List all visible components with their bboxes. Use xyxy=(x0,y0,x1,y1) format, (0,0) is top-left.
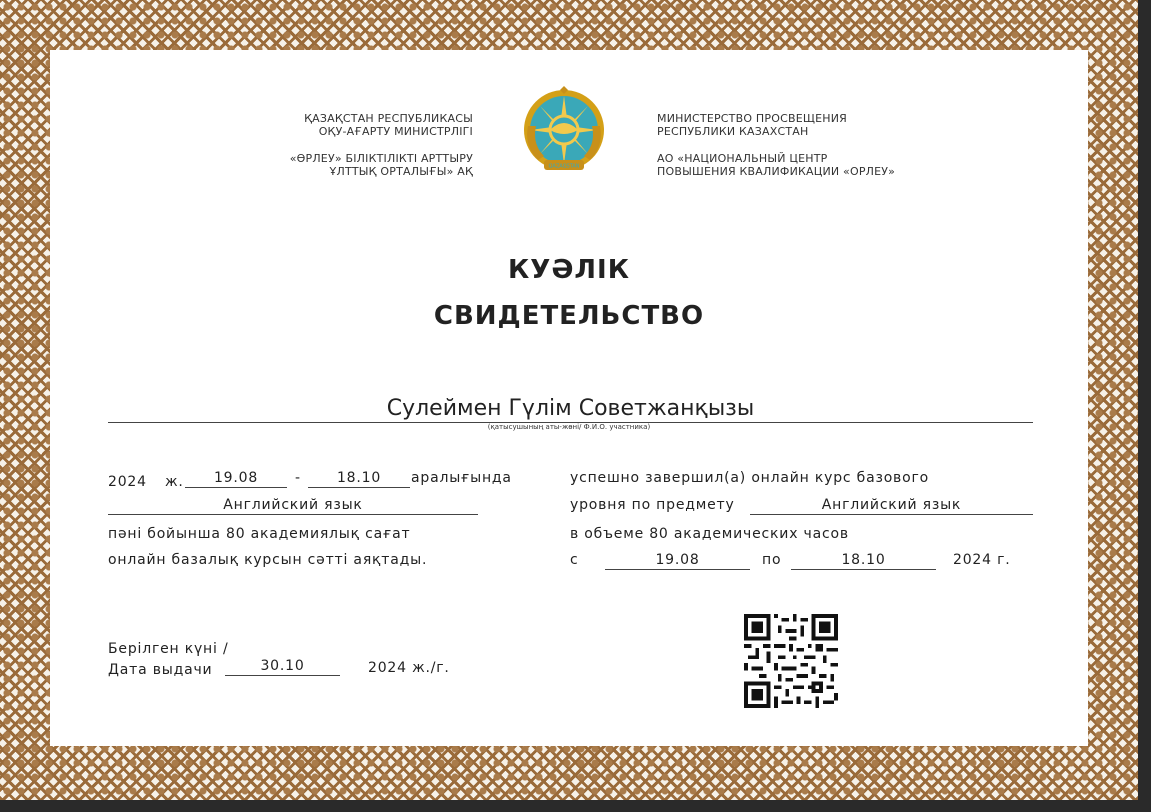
emblem-text: QAZAQSTAN xyxy=(548,163,580,170)
header-left-line2: ОҚУ-АҒАРТУ МИНИСТРЛІГІ xyxy=(318,125,473,138)
ru-line3: в объеме 80 академических часов xyxy=(570,526,849,542)
issue-label-kz: Берілген күні / xyxy=(108,641,229,657)
header-left-line3: «ӨРЛЕУ» БІЛІКТІЛІКТІ АРТТЫРУ xyxy=(289,152,473,165)
title-kz: КУӘЛІК xyxy=(508,255,630,285)
title-ru: СВИДЕТЕЛЬСТВО xyxy=(433,301,705,331)
participant-name: Сулеймен Гүлім Советжанқызы xyxy=(108,396,1033,423)
header-left xyxy=(73,112,473,178)
issue-label-ru: Дата выдачи xyxy=(108,662,213,678)
header-left-line4: ҰЛТТЫҚ ОРТАЛЫҒЫ» АҚ xyxy=(329,165,473,178)
header-right xyxy=(657,112,977,178)
kz-year-suffix: ж. xyxy=(165,474,184,490)
ru-subject: Английский язык xyxy=(750,496,1033,515)
issue-year: 2024 ж./г. xyxy=(368,660,450,676)
ru-line2-prefix: уровня по предмету xyxy=(570,497,735,513)
kz-year: 2024 xyxy=(108,474,147,490)
state-emblem-icon xyxy=(520,86,608,178)
header-right-line2: РЕСПУБЛИКИ КАЗАХСТАН xyxy=(657,125,809,138)
header-right-line3: АО «НАЦИОНАЛЬНЫЙ ЦЕНТР xyxy=(657,152,828,165)
kz-line4: онлайн базалық курсын сәтті аяқтады. xyxy=(108,552,428,568)
kz-date-to: 18.10 xyxy=(308,469,410,488)
participant-caption: (қатысушының аты-жөні/ Ф.И.О. участника) xyxy=(487,423,651,431)
header-right-line4: ПОВЫШЕНИЯ КВАЛИФИКАЦИИ «ОРЛЕУ» xyxy=(657,165,896,178)
ru-date-from: 19.08 xyxy=(605,551,750,570)
kz-subject: Английский язык xyxy=(108,496,478,515)
kz-between: аралығында xyxy=(411,470,512,486)
certificate-body xyxy=(50,50,1088,746)
header-right-line1: МИНИСТЕРСТВО ПРОСВЕЩЕНИЯ xyxy=(657,112,847,125)
ru-line1: успешно завершил(а) онлайн курс базового xyxy=(570,470,929,486)
qr-code-icon xyxy=(744,614,838,708)
ru-year: 2024 г. xyxy=(953,552,1011,568)
ru-from-label: с xyxy=(570,552,579,568)
kz-date-from: 19.08 xyxy=(185,469,287,488)
issue-date: 30.10 xyxy=(225,657,340,676)
ru-date-to: 18.10 xyxy=(791,551,936,570)
header-left-line1: ҚАЗАҚСТАН РЕСПУБЛИКАСЫ xyxy=(304,112,473,125)
kz-line3: пәні бойынша 80 академиялық сағат xyxy=(108,526,411,542)
ru-to-label: по xyxy=(762,552,782,568)
kz-dash: - xyxy=(295,470,301,486)
